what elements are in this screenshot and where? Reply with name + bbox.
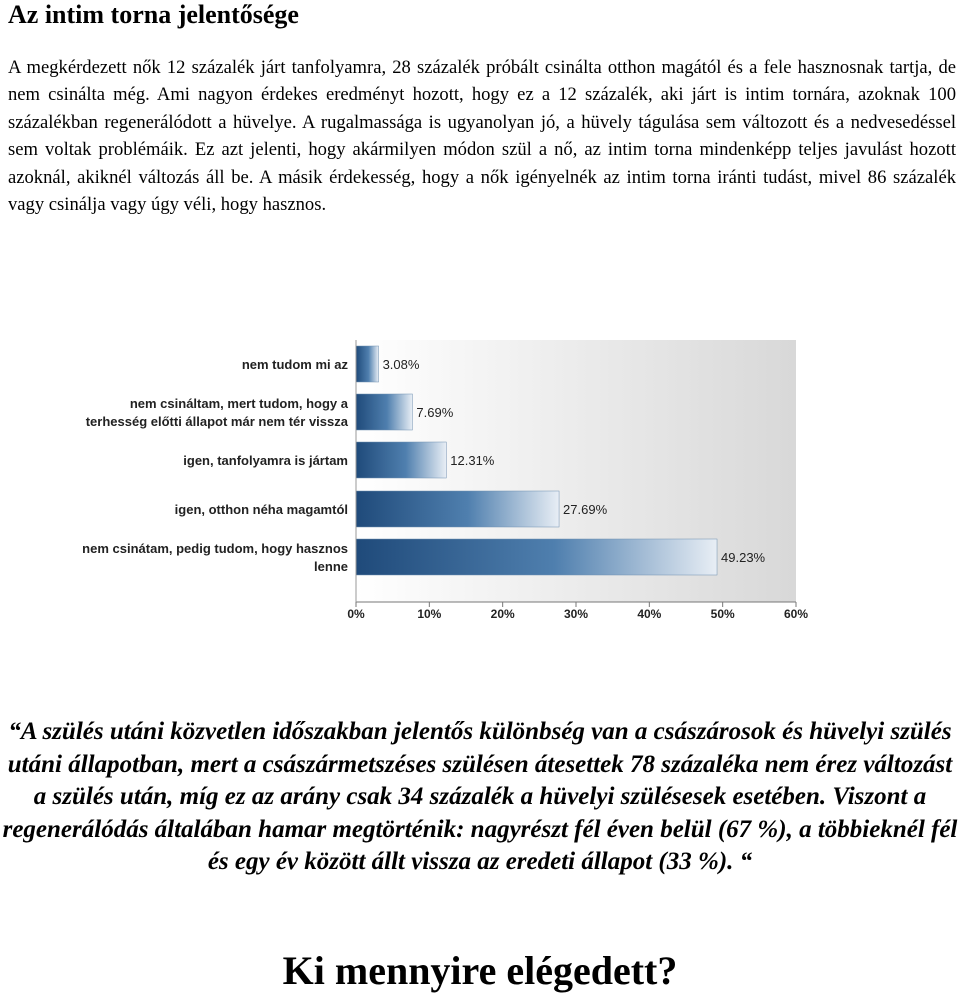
- x-tick-label: 10%: [417, 607, 442, 620]
- bar: [356, 346, 379, 382]
- category-label: nem csinátam, pedig tudom, hogy hasznos: [82, 541, 348, 556]
- bar: [356, 394, 412, 430]
- intro-paragraph: A megkérdezett nők 12 százalék járt tanfolyamra, 28 százalék próbált csinálta otthon magától és a fele hasznosnak tartja, de nem csinálta még. Ami nagyon érdekes eredményt hozott, hogy ez a 12 százalék, aki járt is intim tornára, azoknak 100 százalékban regenerálódott a hüvelye. A rugalmassága is ugyanolyan jó, a hüvely tágulása sem változott és a nedvesedéssel sem voltak problémáik. Ez azt jelenti, hogy akármilyen módon szül a nő, az intim torna mindenképp teljes javulást hozott azoknál, akiknél változás áll be. A másik érdekesség, hogy a nők igényelnék az intim torna iránti tudást, mivel 86 százalék vagy csinálja vagy úgy véli, hogy hasznos.: [8, 57, 956, 216]
- highlight-quote: “A szülés utáni közvetlen időszakban jelentős különbség van a császárosok és hüvelyi szülés utáni állapotban, mert a császármetszéses szülésen átesettek 78 százaléka nem érez változást a szülés után, míg ez az arány csak 34 százalék a hüvelyi szülésesek esetében. Viszont a regenerálódás általában hamar megtörténik: nagyrészt fél éven belül (67 %), a többieknél fél és egy év között állt vissza az eredeti állapot (33 %). “: [2, 718, 958, 875]
- bar-value-label: 7.69%: [416, 405, 454, 420]
- section-heading: Ki mennyire elégedett?: [282, 948, 678, 993]
- bar-value-label: 12.31%: [450, 453, 495, 468]
- category-label: terhesség előtti állapot már nem tér vissza: [85, 414, 348, 429]
- x-tick-label: 50%: [710, 607, 735, 620]
- survey-bar-chart: [0, 330, 960, 620]
- category-label: nem csináltam, mert tudom, hogy a: [129, 396, 348, 411]
- category-label: nem tudom mi az: [241, 357, 348, 372]
- x-tick-label: 30%: [563, 607, 589, 620]
- category-label: igen, otthon néha magamtól: [174, 502, 348, 517]
- bar: [356, 491, 559, 527]
- bar-value-label: 49.23%: [721, 550, 766, 565]
- category-label: igen, tanfolyamra is jártam: [183, 453, 348, 468]
- x-tick-label: 0%: [347, 607, 365, 620]
- bar-value-label: 3.08%: [382, 357, 420, 372]
- bar: [356, 539, 717, 575]
- x-tick-label: 60%: [783, 607, 809, 620]
- x-tick-label: 40%: [637, 607, 662, 620]
- page-title: Az intim torna jelentősége: [8, 0, 299, 29]
- x-tick-label: 20%: [490, 607, 515, 620]
- bar-value-label: 27.69%: [563, 502, 608, 517]
- bar: [356, 442, 446, 478]
- category-label: lenne: [314, 559, 348, 574]
